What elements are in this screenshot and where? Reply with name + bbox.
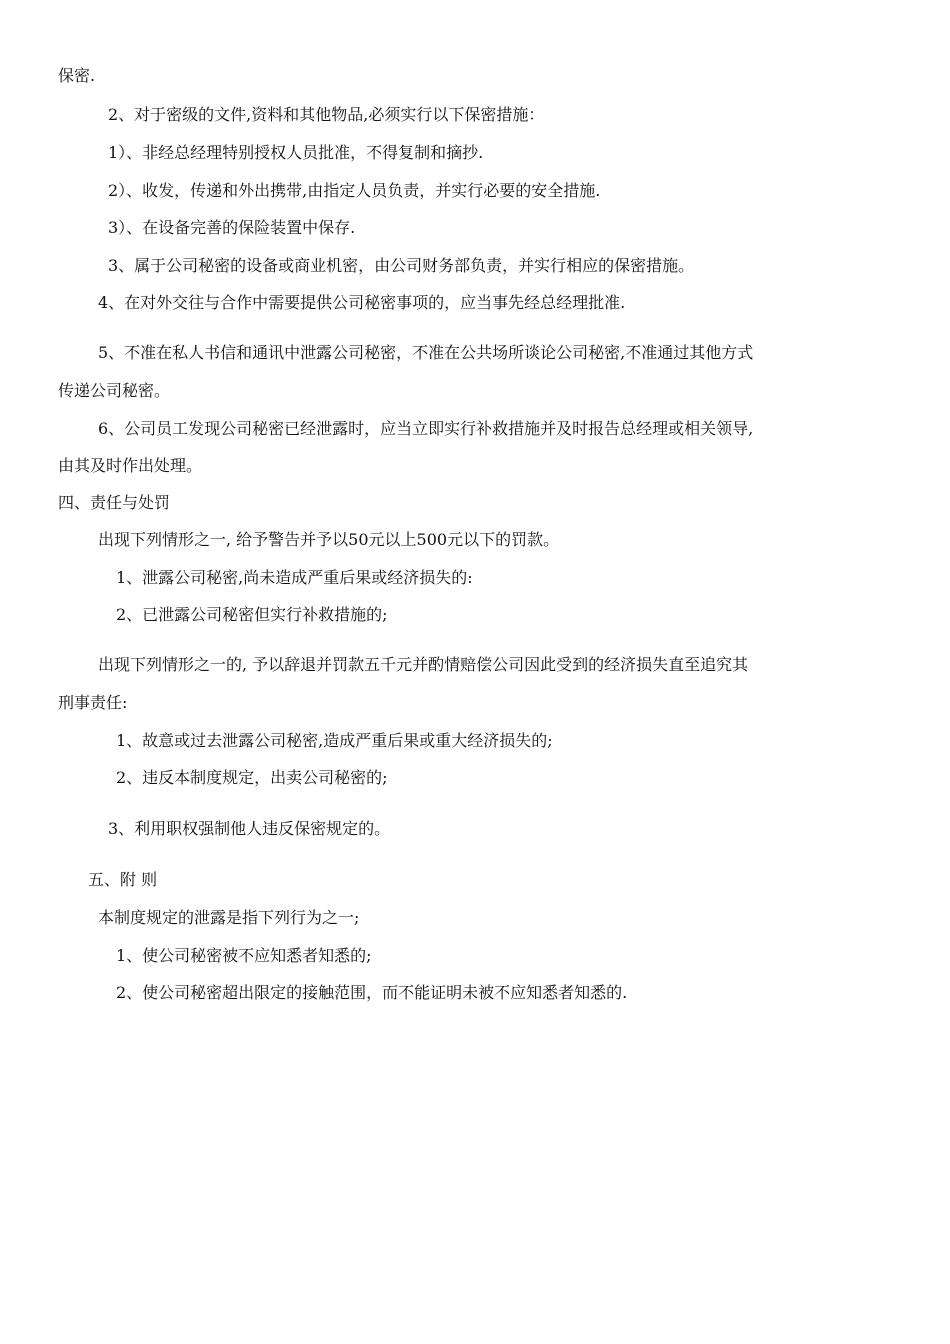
text-line-continuation: 保密. <box>58 66 96 85</box>
penalty-dismissal-item-2: 2、违反本制度规定，出卖公司秘密的; <box>116 768 388 787</box>
penalty-warning-intro: 出现下列情形之一, 给予警告并予以50元以上500元以下的罚款。 <box>98 530 560 549</box>
penalty-dismissal-item-3: 3、利用职权强制他人违反保密规定的。 <box>108 819 391 838</box>
penalty-dismissal-intro-cont: 刑事责任: <box>58 693 128 712</box>
definition-intro: 本制度规定的泄露是指下列行为之一; <box>98 908 360 927</box>
clause-6: 6、公司员工发现公司秘密已经泄露时，应当立即实行补救措施并及时报告总经理或相关领导, <box>98 419 754 438</box>
clause-6-cont: 由其及时作出处理。 <box>58 456 203 475</box>
penalty-warning-item-2: 2、已泄露公司秘密但实行补救措施的; <box>116 605 388 624</box>
penalty-dismissal-intro: 出现下列情形之一的, 予以辞退并罚款五千元并酌情赔偿公司因此受到的经济损失直至追究其 <box>98 655 749 674</box>
clause-5-cont: 传递公司秘密。 <box>58 381 171 400</box>
clause-5: 5、不准在私人书信和通讯中泄露公司秘密，不准在公共场所谈论公司秘密,不准通过其他方式 <box>98 343 754 362</box>
penalty-warning-item-1: 1、泄露公司秘密,尚未造成严重后果或经济损失的: <box>116 568 473 587</box>
penalty-dismissal-item-1: 1、故意或过去泄露公司秘密,造成严重后果或重大经济损失的; <box>116 731 553 750</box>
section-heading-4: 四、责任与处罚 <box>58 493 171 512</box>
subclause-2-3: 3）、在设备完善的保险装置中保存. <box>108 218 356 237</box>
definition-item-1: 1、使公司秘密被不应知悉者知悉的; <box>116 946 372 965</box>
section-heading-5: 五、附 则 <box>88 870 158 889</box>
clause-2: 2、对于密级的文件,资料和其他物品,必须实行以下保密措施： <box>108 105 545 124</box>
clause-4: 4、在对外交往与合作中需要提供公司秘密事项的，应当事先经总经理批准. <box>98 293 626 312</box>
subclause-2-1: 1）、非经总经理特别授权人员批准，不得复制和摘抄. <box>108 143 484 162</box>
definition-item-2: 2、使公司秘密超出限定的接触范围，而不能证明未被不应知悉者知悉的. <box>116 983 628 1002</box>
subclause-2-2: 2）、收发，传递和外出携带,由指定人员负责，并实行必要的安全措施. <box>108 181 601 200</box>
clause-3: 3、属于公司秘密的设备或商业机密，由公司财务部负责，并实行相应的保密措施。 <box>108 256 695 275</box>
